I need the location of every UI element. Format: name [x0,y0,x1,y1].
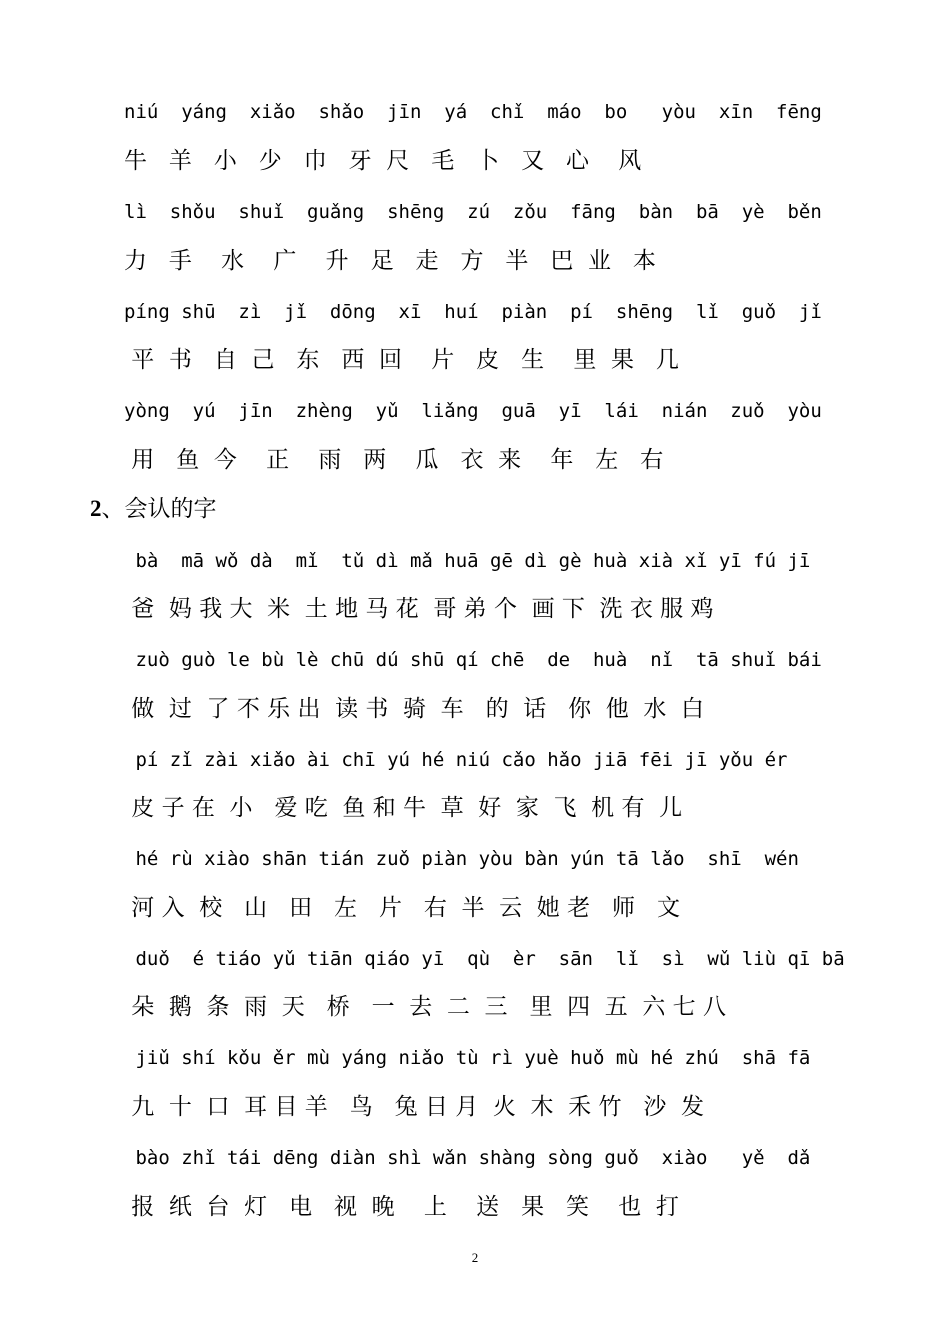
section-heading [90,494,217,524]
section-title: 、会认的字 [101,496,217,522]
hanzi-line: 力 手 水 广 升 足 走 方 半 巴 业 本 [124,248,656,274]
hanzi-line: 朵 鹅 条 雨 天 桥 一 去 二 三 里 四 五 六 七 八 [124,994,726,1020]
page-number: 2 [471,1250,479,1265]
pinyin-line: bào zhǐ tái dēng diàn shì wǎn shàng sòng guǒ xiào yě dǎ [124,1147,811,1169]
section-number: 2 [90,496,102,521]
hanzi-line: 报 纸 台 灯 电 视 晚 上 送 果 笑 也 打 [124,1194,679,1220]
hanzi-line: 平 书 自 己 东 西 回 片 皮 生 里 果 几 [124,347,679,373]
pinyin-line: píng shū zì jǐ dōng xī huí piàn pí shēng lǐ guǒ jǐ [124,301,822,323]
hanzi-line: 做 过 了 不 乐 出 读 书 骑 车 的 话 你 他 水 白 [124,696,705,722]
hanzi-line: 九 十 口 耳 目 羊 鸟 兔 日 月 火 木 禾 竹 沙 发 [124,1094,705,1120]
hanzi-line: 河 入 校 山 田 左 片 右 半 云 她 老 师 文 [124,895,680,921]
pinyin-line: duǒ é tiáo yǔ tiān qiáo yī qù èr sān lǐ sì wǔ liù qī bā [124,948,845,970]
hanzi-line: 皮 子 在 小 爱 吃 鱼 和 牛 草 好 家 飞 机 有 儿 [124,795,683,821]
hanzi-line: 用 鱼 今 正 雨 两 瓜 衣 来 年 左 右 [124,447,664,473]
pinyin-line: lì shǒu shuǐ guǎng shēng zú zǒu fāng bàn bā yè běn [124,201,822,223]
hanzi-line: 爸 妈 我 大 米 土 地 马 花 哥 弟 个 画 下 洗 衣 服 鸡 [124,596,714,622]
pinyin-line: yòng yú jīn zhèng yǔ liǎng guā yī lái nián zuǒ yòu [124,400,822,422]
pinyin-line: hé rù xiào shān tián zuǒ piàn yòu bàn yún tā lǎo shī wén [124,848,799,870]
pinyin-line: niú yáng xiǎo shǎo jīn yá chǐ máo bo yòu xīn fēng [124,101,822,123]
pinyin-line: pí zǐ zài xiǎo ài chī yú hé niú cǎo hǎo jiā fēi jī yǒu ér [124,749,788,771]
pinyin-line: bà mā wǒ dà mǐ tǔ dì mǎ huā gē dì gè huà xià xǐ yī fú jī [124,550,811,572]
hanzi-line: 牛 羊 小 少 巾 牙 尺 毛 卜 又 心 风 [124,148,642,174]
pinyin-line: zuò guò le bù lè chū dú shū qí chē de huà nǐ tā shuǐ bái [124,649,822,671]
pinyin-line: jiǔ shí kǒu ěr mù yáng niǎo tù rì yuè huǒ mù hé zhú shā fā [124,1047,811,1069]
